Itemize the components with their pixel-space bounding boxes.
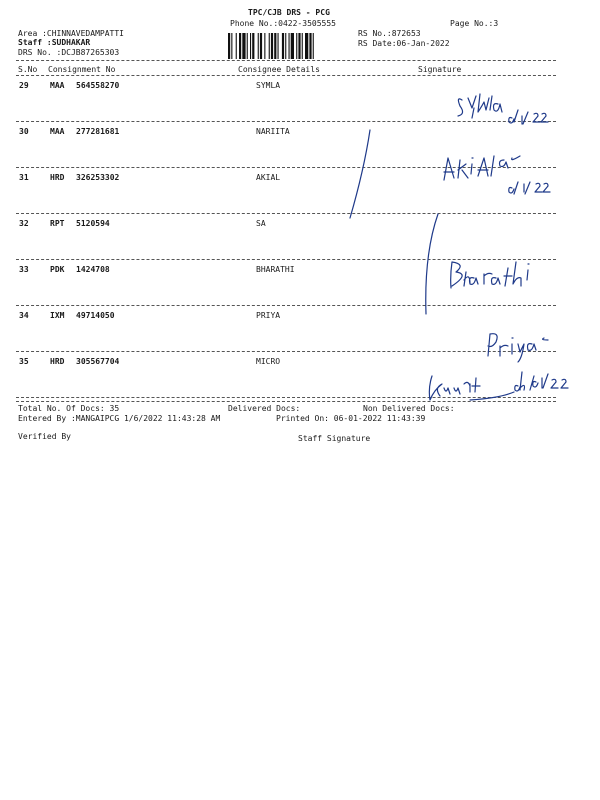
row-prefix: RPT: [50, 219, 65, 228]
row-consignee: SYMLA: [256, 81, 281, 90]
row-sno: 29: [19, 81, 29, 90]
row-sno: 33: [19, 265, 29, 274]
row-sno: 30: [19, 127, 29, 136]
row-sno: 31: [19, 173, 29, 182]
column-consignee: Consignee Details: [238, 65, 320, 74]
row-consignment-number: 5120594: [76, 219, 110, 228]
rs-number: RS No.:872653: [358, 29, 421, 38]
row-consignee: SA: [256, 219, 266, 228]
row-prefix: MAA: [50, 81, 65, 90]
staff-field: Staff :SUDHAKAR: [18, 38, 91, 47]
row-sno: 34: [19, 311, 29, 320]
row-consignment-number: 564558270: [76, 81, 120, 90]
signature-bharathi: [451, 262, 529, 288]
signature-stroke: [350, 130, 370, 218]
signature-date-2: [509, 182, 550, 194]
row-consignment-number: 326253302: [76, 173, 120, 182]
drs-number: DRS No. :DCJB87265303: [18, 48, 120, 57]
signature-symla: [458, 94, 502, 118]
column-signature: Signature: [418, 65, 462, 74]
row-prefix: MAA: [50, 127, 65, 136]
signature-date-1: [509, 110, 548, 124]
row-consignment-number: 49714050: [76, 311, 115, 320]
row-consignee: PRIYA: [256, 311, 281, 320]
row-consignee: BHARATHI: [256, 265, 295, 274]
column-consignment: Consignment No: [48, 65, 116, 74]
entered-by: Entered By :MANGAIPCG 1/6/2022 11:43:28 AM: [18, 414, 221, 423]
non-delivered-docs: Non Delivered Docs:: [363, 404, 455, 413]
document-title: TPC/CJB DRS - PCG: [248, 8, 330, 17]
total-docs: Total No. Of Docs: 35: [18, 404, 120, 413]
staff-signature-label: Staff Signature: [298, 434, 371, 443]
signature-priya: [488, 334, 548, 362]
signature-kumar: [429, 376, 514, 400]
signature-stroke: [426, 214, 438, 314]
row-consignment-number: 305567704: [76, 357, 120, 366]
row-consignment-number: 277281681: [76, 127, 120, 136]
delivered-docs: Delivered Docs:: [228, 404, 301, 413]
signature-akiala: [444, 156, 520, 180]
row-prefix: PDK: [50, 265, 65, 274]
phone-number: Phone No.:0422-3505555: [230, 19, 336, 28]
row-sno: 32: [19, 219, 29, 228]
printed-on: Printed On: 06-01-2022 11:43:39: [276, 414, 426, 423]
row-consignee: AKIAL: [256, 173, 281, 182]
row-consignee: MICRO: [256, 357, 281, 366]
row-prefix: HRD: [50, 173, 65, 182]
row-consignee: NARIITA: [256, 127, 290, 136]
area-field: Area :CHINNAVEDAMPATTI: [18, 29, 124, 38]
column-sno: S.No: [18, 65, 38, 74]
rs-date: RS Date:06-Jan-2022: [358, 39, 450, 48]
row-consignment-number: 1424708: [76, 265, 110, 274]
row-sno: 35: [19, 357, 29, 366]
verified-by: Verified By: [18, 432, 71, 441]
row-prefix: HRD: [50, 357, 65, 366]
signature-date-3: [515, 372, 568, 391]
row-prefix: IXM: [50, 311, 65, 320]
page-number: Page No.:3: [450, 19, 499, 28]
